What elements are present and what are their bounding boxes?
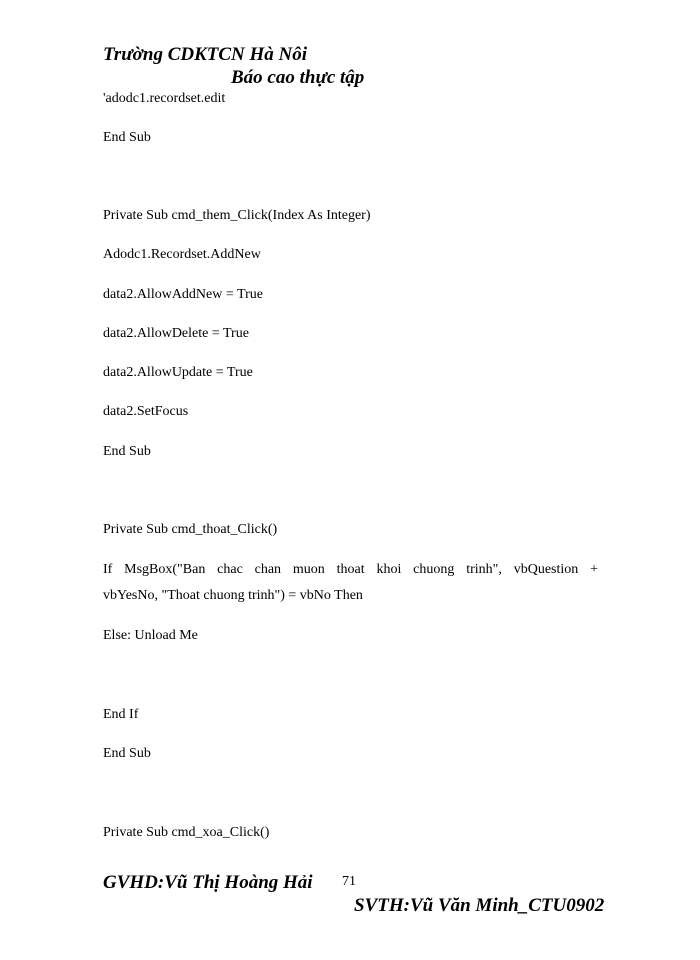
code-line: Adodc1.Recordset.AddNew [103,247,261,262]
code-line: 'adodc1.recordset.edit [103,91,226,106]
code-line: Private Sub cmd_them_Click(Index As Integer) [103,208,371,223]
footer-student: SVTH:Vũ Văn Minh_CTU0902 [354,895,605,916]
code-line: data2.SetFocus [103,404,189,419]
code-line: data2.AllowUpdate = True [103,365,253,380]
code-line: Else: Unload Me [103,628,198,643]
code-line: End Sub [103,444,151,459]
code-line: End Sub [103,746,151,761]
header-school: Trường CDKTCN Hà Nôi [103,44,308,65]
code-line: End If [103,707,139,722]
code-line: data2.AllowDelete = True [103,326,249,341]
footer-supervisor: GVHD:Vũ Thị Hoàng Hải [103,872,313,893]
code-line: End Sub [103,130,151,145]
code-line: vbYesNo, "Thoat chuong trinh") = vbNo Then [103,588,363,603]
code-line: Private Sub cmd_xoa_Click() [103,825,270,840]
code-line: Private Sub cmd_thoat_Click() [103,522,278,537]
page-number: 71 [342,874,356,889]
code-line: If MsgBox("Ban chac chan muon thoat khoi chuong trinh", vbQuestion + [103,562,598,577]
header-report-title: Báo cao thực tập [231,67,365,88]
code-line: data2.AllowAddNew = True [103,287,263,302]
